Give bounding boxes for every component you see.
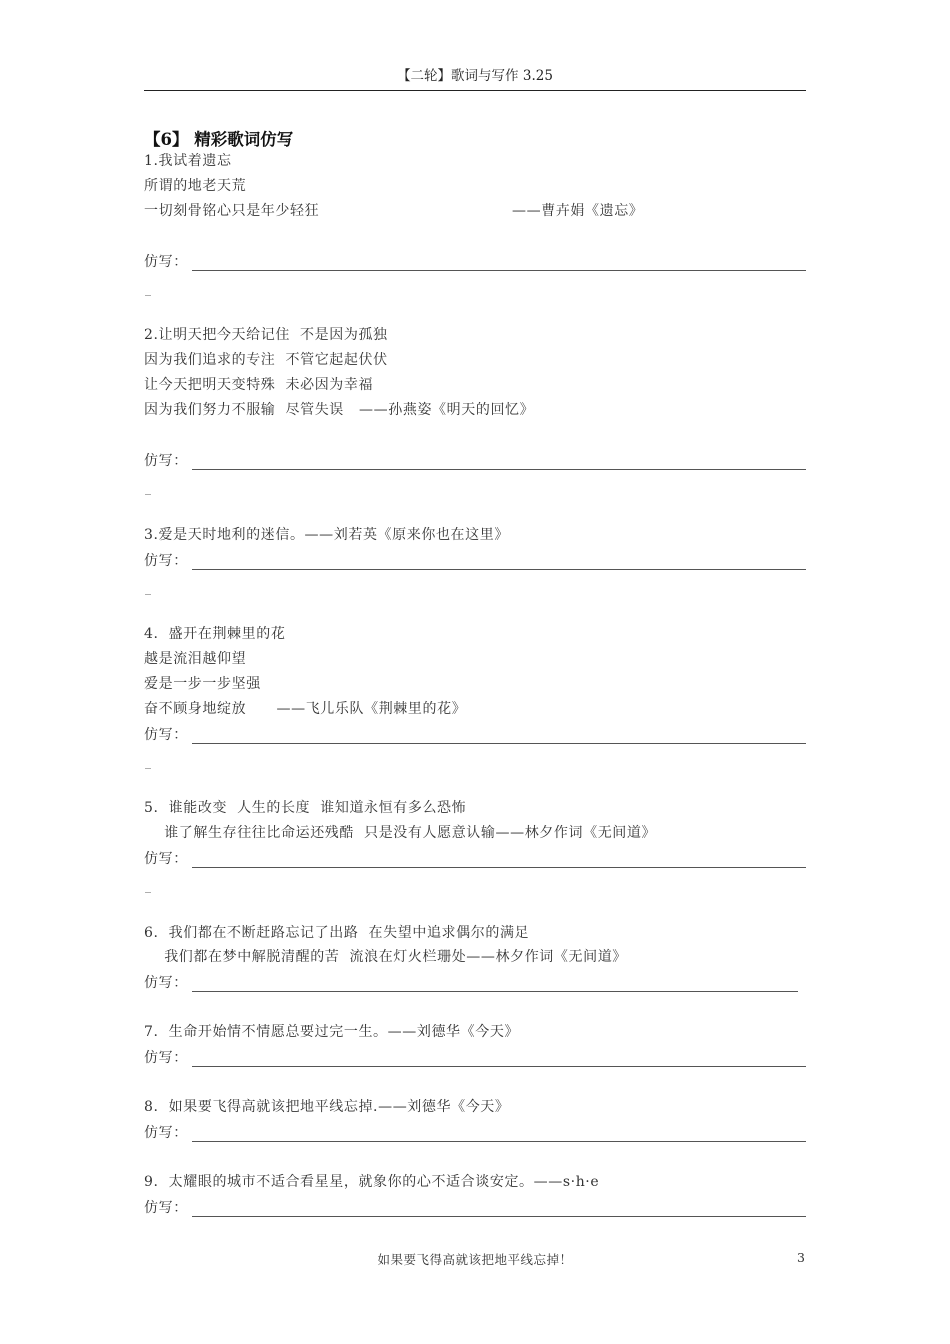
lyric-line: 9. 太耀眼的城市不适合看星星，就象你的心不适合谈安定。——s·h·e — [144, 1174, 600, 1190]
lyric-line: 我们都在梦中解脱清醒的苦 流浪在灯火栏珊处——林夕作词《无间道》 — [144, 949, 627, 965]
imitation-row — [144, 972, 798, 992]
imitation-label: 仿写： — [144, 851, 188, 867]
imitation-blank[interactable] — [192, 853, 806, 868]
dash-mark: _ — [145, 755, 151, 769]
imitation-label: 仿写： — [144, 553, 188, 569]
lyric-line: 6. 我们都在不断赶路忘记了出路 在失望中追求偶尔的满足 — [144, 925, 530, 941]
imitation-row — [144, 251, 806, 271]
lyric-line: 4. 盛开在荆棘里的花 — [144, 626, 286, 642]
dash-mark: _ — [145, 481, 151, 495]
imitation-blank[interactable] — [192, 729, 806, 744]
lyric-line: 让今天把明天变特殊 未必因为幸福 — [144, 377, 374, 393]
dash-mark: _ — [145, 282, 151, 296]
lyric-line: 爱是一步一步坚强 — [144, 676, 261, 692]
imitation-blank[interactable] — [192, 977, 798, 992]
imitation-label: 仿写： — [144, 1050, 188, 1066]
imitation-label: 仿写： — [144, 1125, 188, 1141]
imitation-blank[interactable] — [192, 256, 806, 271]
lyric-line: 2.让明天把今天给记住 不是因为孤独 — [144, 327, 388, 343]
imitation-blank[interactable] — [192, 1127, 806, 1142]
lyric-line: 谁了解生存往往比命运还残酷 只是没有人愿意认输——林夕作词《无间道》 — [144, 825, 657, 841]
page-header: 【二轮】歌词与写作 3.25 — [144, 64, 806, 91]
section-title: 【6】 精彩歌词仿写 — [144, 130, 294, 149]
imitation-label: 仿写： — [144, 975, 188, 991]
lyric-line: 奋不顾身地绽放 ——飞儿乐队《荆棘里的花》 — [144, 701, 467, 717]
imitation-label: 仿写： — [144, 453, 188, 469]
lyric-line: 8. 如果要飞得高就该把地平线忘掉.——刘德华《今天》 — [144, 1099, 510, 1115]
imitation-row — [144, 724, 806, 744]
lyric-source: ——曹卉娟《遗忘》 — [512, 203, 644, 219]
lyric-line: 5. 谁能改变 人生的长度 谁知道永恒有多么恐怖 — [144, 800, 467, 816]
dash-mark: _ — [145, 879, 151, 893]
imitation-row — [144, 1047, 806, 1067]
lyric-line: 因为我们努力不服输 尽管失误 ——孙燕姿《明天的回忆》 — [144, 402, 535, 418]
imitation-row — [144, 450, 806, 470]
page-footer: 如果要飞得高就该把地平线忘掉！ — [377, 1252, 573, 1267]
lyric-line: 越是流泪越仰望 — [144, 651, 247, 667]
imitation-row — [144, 550, 806, 570]
imitation-row — [144, 1197, 806, 1217]
lyric-line: 一切刻骨铭心只是年少轻狂 — [144, 203, 320, 219]
lyric-line: 因为我们追求的专注 不管它起起伏伏 — [144, 352, 388, 368]
dash-mark: _ — [145, 581, 151, 595]
imitation-row — [144, 1122, 806, 1142]
imitation-blank[interactable] — [192, 555, 806, 570]
lyric-line: 所谓的地老天荒 — [144, 178, 247, 194]
lyric-line: 1.我试着遗忘 — [144, 153, 232, 169]
imitation-label: 仿写： — [144, 1200, 188, 1216]
imitation-label: 仿写： — [144, 727, 188, 743]
imitation-blank[interactable] — [192, 1052, 806, 1067]
page-number: 3 — [797, 1250, 805, 1265]
imitation-blank[interactable] — [192, 455, 806, 470]
lyric-line: 7. 生命开始情不情愿总要过完一生。——刘德华《今天》 — [144, 1024, 520, 1040]
imitation-blank[interactable] — [192, 1202, 806, 1217]
imitation-row — [144, 848, 806, 868]
lyric-line: 3.爱是天时地利的迷信。——刘若英《原来你也在这里》 — [144, 527, 509, 543]
imitation-label: 仿写： — [144, 254, 188, 270]
